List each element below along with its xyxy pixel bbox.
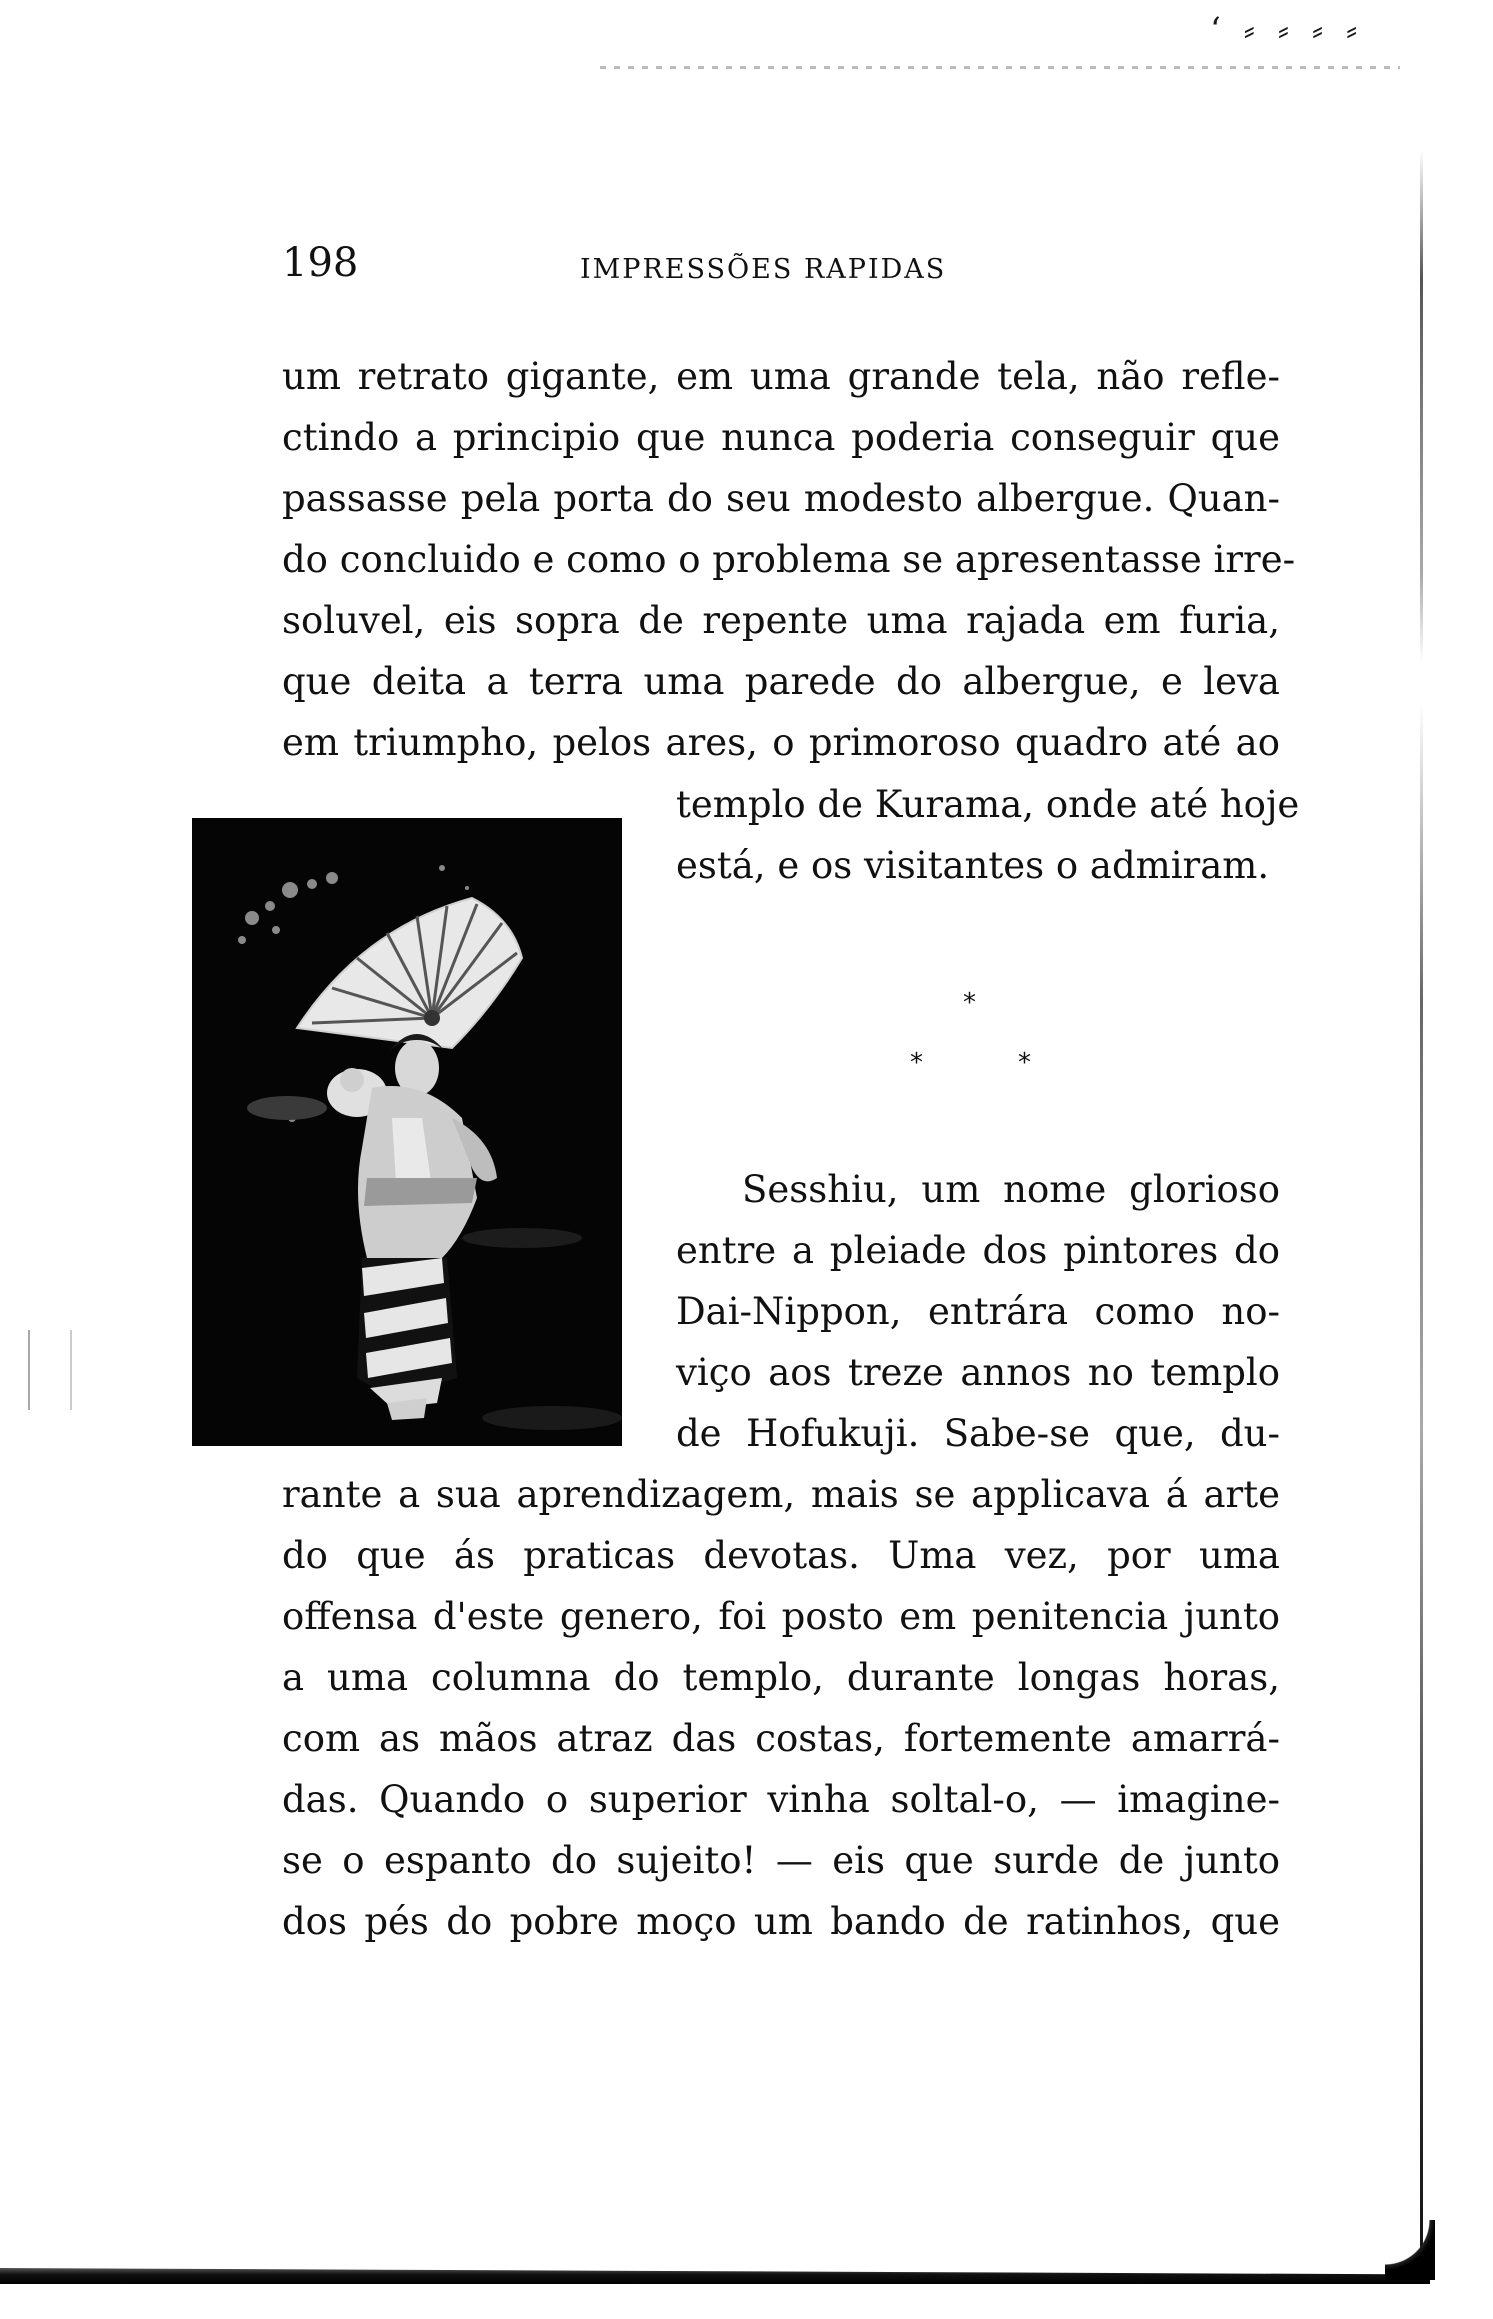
- scan-artifact-left: [28, 1330, 72, 1410]
- text-line: se o espanto do sujeito! — eis que surde de junto: [282, 1839, 1280, 1882]
- text-line: dos pés do pobre moço um bando de ratinhos, que: [282, 1900, 1280, 1943]
- running-head: IMPRESSÕES RAPIDAS: [580, 254, 947, 285]
- text-line: um retrato gigante, em uma grande tela, não refle-: [282, 355, 1280, 398]
- text-line: a uma columna do templo, durante longas horas,: [282, 1656, 1280, 1699]
- text-line: soluvel, eis sopra de repente uma rajada em furia,: [282, 599, 1280, 642]
- text-line: offensa d'este genero, foi posto em penitencia junto: [282, 1595, 1280, 1638]
- scan-artifact-marks: ‘ ⸗ ⸗ ⸗ ⸗: [1210, 10, 1364, 50]
- text-line: está, e os visitantes o admiram.: [676, 844, 1270, 887]
- page-edge-right: [1420, 150, 1423, 2280]
- illustration-woman-with-parasol: [192, 818, 622, 1446]
- dinkus-star-left: *: [910, 1048, 923, 1078]
- text-line: em triumpho, pelos ares, o primoroso quadro até ao: [282, 721, 1280, 764]
- text-line: que deita a terra uma parede do albergue, e leva: [282, 660, 1280, 703]
- text-line: do que ás praticas devotas. Uma vez, por uma: [282, 1534, 1280, 1577]
- text-line: viço aos treze annos no templo: [676, 1351, 1280, 1394]
- page-header: [282, 240, 1280, 300]
- text-line: com as mãos atraz das costas, fortemente amarrá-: [282, 1717, 1280, 1760]
- scan-artifact-dots: [600, 66, 1400, 69]
- text-line: passasse pela porta do seu modesto albergue. Quan-: [282, 477, 1280, 520]
- text-line: Dai-Nippon, entrára como no-: [676, 1290, 1280, 1333]
- text-line: Sesshiu, um nome glorioso: [742, 1168, 1280, 1211]
- page-corner-curl: [1385, 2220, 1435, 2280]
- text-line: do concluido e como o problema se apresentasse irre-: [282, 538, 1296, 581]
- text-line: ctindo a principio que nunca poderia conseguir que: [282, 416, 1280, 459]
- parasol-figure-image: [192, 818, 622, 1446]
- text-line: entre a pleiade dos pintores do: [676, 1229, 1280, 1272]
- page-edge-bottom: [0, 2268, 1430, 2284]
- text-line: templo de Kurama, onde até hoje: [676, 783, 1300, 826]
- text-line: de Hofukuji. Sabe-se que, du-: [676, 1412, 1280, 1455]
- text-line: rante a sua aprendizagem, mais se applicava á arte: [282, 1473, 1280, 1516]
- dinkus-star-top: *: [963, 988, 976, 1018]
- dinkus-star-right: *: [1018, 1048, 1031, 1078]
- page-number: 198: [282, 240, 359, 286]
- text-line: das. Quando o superior vinha soltal-o, — imagine-: [282, 1778, 1280, 1821]
